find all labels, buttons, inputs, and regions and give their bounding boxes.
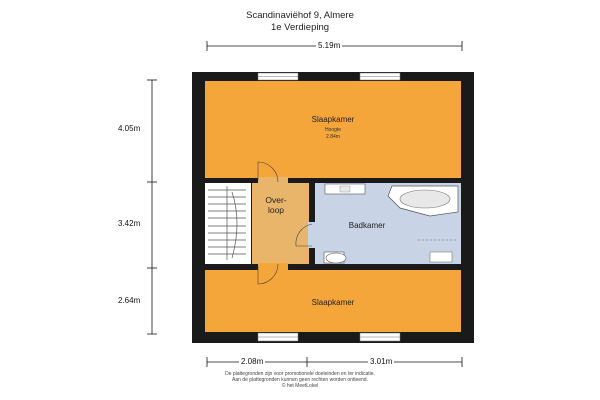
label-bedroom-top-height-value: 2.84m — [326, 134, 340, 140]
sink — [325, 184, 365, 194]
dimension-bottom-right-label: 3.01m — [370, 357, 393, 366]
dimension-top-label: 5.19m — [318, 41, 341, 50]
plan-address-title: Scandinaviëhof 9, Almere — [246, 10, 354, 21]
dimension-left-top-label: 4.05m — [118, 124, 141, 133]
toilet — [324, 252, 346, 263]
label-bedroom-top: Slaapkamer — [311, 115, 355, 124]
disclaimer-line-3: © het MeetLokel — [281, 383, 319, 389]
dimension-left — [147, 80, 157, 334]
label-overloop-line2: loop — [267, 205, 285, 215]
room-stairs — [205, 183, 251, 264]
label-bedroom-top-height: Hoogte — [324, 127, 342, 133]
disclaimer-line-2: Aan de plattegronden kunnen geen rechten worden ontleend. — [232, 377, 368, 383]
dimension-left-bottom-label: 2.64m — [118, 296, 141, 305]
plan-floor-title: 1e Verdieping — [270, 22, 330, 33]
disclaimer-line-1: De plattegronden zijn voor promotionele doeleinden en ter indicatie. — [225, 371, 375, 377]
label-bathroom: Badkamer — [348, 221, 386, 230]
label-bedroom-bottom: Slaapkamer — [311, 298, 355, 307]
dimension-bottom-left-label: 2.08m — [241, 357, 264, 366]
dimension-left-middle-label: 3.42m — [118, 219, 141, 228]
label-overloop-line1: Over- — [265, 195, 287, 205]
